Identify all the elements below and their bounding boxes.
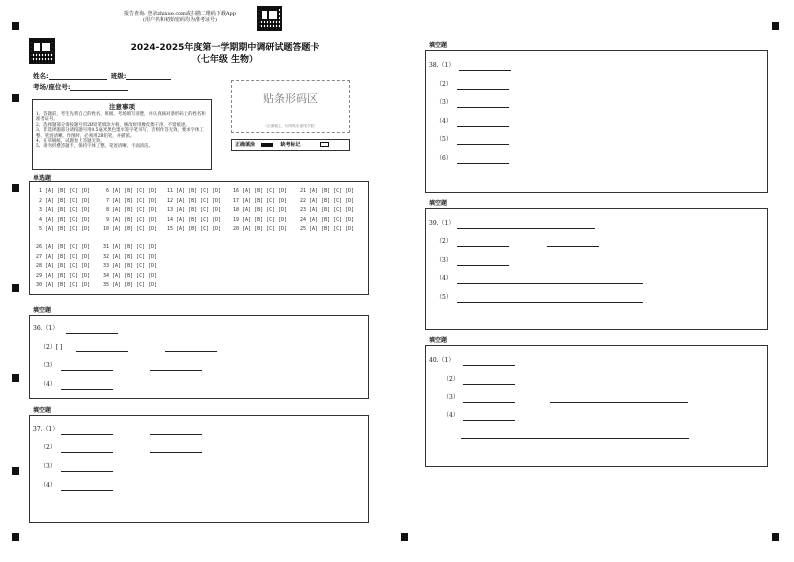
q37-row3-label: （3） <box>40 463 56 470</box>
q39-row2 <box>436 238 452 246</box>
exam-seat-label: 考场/座位号: <box>33 83 71 91</box>
timing-mark <box>12 467 19 475</box>
q36-1-blank[interactable] <box>66 333 118 334</box>
mc-question-17[interactable]: 17 [A] [B] [C] [D] <box>233 197 288 204</box>
q39-row5-label: （5） <box>436 294 452 301</box>
mc-question-7[interactable]: 7 [A] [B] [C] [D] <box>103 197 158 204</box>
mc-question-35[interactable]: 35 [A] [B] [C] [D] <box>103 282 158 289</box>
q39-row4-label: （4） <box>436 275 452 282</box>
q36-4-blank[interactable] <box>61 389 113 390</box>
notice-line: 2、选择题部分请按题号用2B铅笔填涂方框，修改时用橡皮擦干净，不留痕迹。 <box>36 122 190 128</box>
mc-question-3[interactable]: 3 [A] [B] [C] [D] <box>36 207 91 214</box>
report-notice <box>110 11 250 23</box>
mc-section-box <box>29 181 369 295</box>
mc-question-16[interactable]: 16 [A] [B] [C] [D] <box>233 188 288 194</box>
q37-1-blank-a[interactable] <box>61 434 113 435</box>
mc-question-34[interactable]: 34 [A] [B] [C] [D] <box>103 272 158 279</box>
q37-row1-label: （1） <box>42 426 59 433</box>
q37-2-blank-a[interactable] <box>61 452 113 453</box>
q38-row3-label: （3） <box>436 99 452 106</box>
q40-box <box>425 345 768 467</box>
q38-row5 <box>436 136 452 144</box>
q38-row1 <box>429 62 454 70</box>
q38-4-blank[interactable] <box>457 126 509 127</box>
q38-section-label: 填空题 <box>429 42 448 49</box>
correct-fill-label: 正确填涂 <box>235 142 256 148</box>
mc-question-13[interactable]: 13 [A] [B] [C] [D] <box>167 207 222 214</box>
report-notice-line1: 报告查询: 登录zhixue.com或扫描二维码下载App <box>124 11 236 17</box>
mc-grid <box>30 182 368 294</box>
timing-mark <box>12 374 19 382</box>
q39-row5 <box>436 294 452 302</box>
mc-question-18[interactable]: 18 [A] [B] [C] [D] <box>233 207 288 214</box>
q36-3-blank-b[interactable] <box>150 370 202 371</box>
q38-row4-label: （4） <box>436 118 452 125</box>
q38-row5-label: （5） <box>436 136 452 143</box>
mc-question-22[interactable]: 22 [A] [B] [C] [D] <box>300 197 355 204</box>
q38-row2 <box>436 81 452 89</box>
q39-2-blank-b[interactable] <box>547 246 599 247</box>
q39-4-blank[interactable] <box>457 283 643 284</box>
q38-6-blank[interactable] <box>457 163 509 164</box>
q40-1-blank[interactable] <box>463 365 515 366</box>
q37-section-label: 填空题 <box>33 407 52 414</box>
mc-question-19[interactable]: 19 [A] [B] [C] [D] <box>233 216 288 223</box>
q38-row4 <box>436 118 452 126</box>
mc-question-1[interactable]: 1 [A] [B] [C] [D] <box>36 188 91 194</box>
q36-row3 <box>40 362 56 370</box>
mc-question-15[interactable]: 15 [A] [B] [C] [D] <box>167 226 222 233</box>
timing-mark <box>12 94 19 102</box>
timing-mark <box>401 533 408 541</box>
q40-3-blank-b[interactable] <box>550 402 688 403</box>
q40-row2 <box>443 376 459 384</box>
q37-row1 <box>33 426 58 434</box>
barcode-label: 贴条形码区 <box>263 92 318 105</box>
q37-row2 <box>40 444 56 452</box>
q38-2-blank[interactable] <box>457 89 509 90</box>
mc-question-33[interactable]: 33 [A] [B] [C] [D] <box>103 263 158 270</box>
q39-row3-label: （3） <box>436 257 452 264</box>
q39-number: 39. <box>429 220 439 227</box>
q38-row6 <box>436 155 452 163</box>
mc-question-2[interactable]: 2 [A] [B] [C] [D] <box>36 197 91 204</box>
q40-row1 <box>429 357 454 365</box>
mc-question-6[interactable]: 6 [A] [B] [C] [D] <box>103 188 158 194</box>
q39-row1 <box>429 220 454 228</box>
q36-box <box>29 315 369 399</box>
q36-2-blank-b[interactable] <box>165 351 217 352</box>
q39-row2-label: （2） <box>436 238 452 245</box>
q40-2-blank[interactable] <box>463 384 515 385</box>
mc-question-32[interactable]: 32 [A] [B] [C] [D] <box>103 253 158 260</box>
notice-line: 1、答题前，考生先将自己的姓名、班级、考场填写清楚，并认真核对条形码上的姓名和准考证号。 <box>36 112 206 123</box>
q38-row1-label: （1） <box>438 62 455 69</box>
q37-row2-label: （2） <box>40 444 56 451</box>
notice-title: 注意事项 <box>109 103 135 111</box>
timing-mark <box>772 22 779 30</box>
q36-row2 <box>40 344 62 352</box>
mc-question-10[interactable]: 10 [A] [B] [C] [D] <box>103 226 158 233</box>
q36-row4-label: （4） <box>40 381 56 388</box>
class-field[interactable] <box>126 73 171 80</box>
class-label: 班级: <box>110 72 127 80</box>
q39-3-blank[interactable] <box>457 265 509 266</box>
timing-mark <box>12 22 19 30</box>
notice-line: 5、请勿折叠答题卡，保持字体工整、笔迹清晰、卡面清洁。 <box>36 144 153 150</box>
q39-box <box>425 208 768 330</box>
q38-3-blank[interactable] <box>457 107 509 108</box>
mc-question-27[interactable]: 27 [A] [B] [C] [D] <box>36 253 91 260</box>
mc-section-label: 单选题 <box>33 175 52 182</box>
mc-question-23[interactable]: 23 [A] [B] [C] [D] <box>300 207 355 214</box>
q40-4-blank-a[interactable] <box>463 420 515 421</box>
barcode-area <box>231 80 350 133</box>
q39-row3 <box>436 257 452 265</box>
mc-question-20[interactable]: 20 [A] [B] [C] [D] <box>233 226 288 233</box>
mc-question-9[interactable]: 9 [A] [B] [C] [D] <box>103 216 158 223</box>
q36-number: 36. <box>33 325 43 332</box>
missing-exam-checkbox[interactable] <box>320 142 329 147</box>
mc-question-21[interactable]: 21 [A] [B] [C] [D] <box>300 188 355 194</box>
q39-section-label: 填空题 <box>429 200 448 207</box>
q37-2-blank-b[interactable] <box>150 452 202 453</box>
q40-row4 <box>443 412 459 420</box>
q36-row1-label: （1） <box>42 325 59 332</box>
q40-row2-label: （2） <box>443 376 459 383</box>
q36-row3-label: （3） <box>40 362 56 369</box>
q40-3-blank-a[interactable] <box>463 402 515 403</box>
q37-4-blank[interactable] <box>61 490 113 491</box>
mc-question-5[interactable]: 5 [A] [B] [C] [D] <box>36 226 91 233</box>
q38-5-blank[interactable] <box>457 144 509 145</box>
name-field[interactable] <box>49 73 107 80</box>
q38-number: 38. <box>429 62 439 69</box>
q36-row2-label: （2）[ ] <box>40 344 63 351</box>
mc-question-29[interactable]: 29 [A] [B] [C] [D] <box>36 272 91 279</box>
q39-2-blank-a[interactable] <box>457 246 509 247</box>
fill-legend <box>231 139 350 151</box>
q38-row6-label: （6） <box>436 155 452 162</box>
mc-question-30[interactable]: 30 [A] [B] [C] [D] <box>36 282 91 289</box>
barcode-hint: （正面朝上，切勿贴出虚线方框） <box>263 124 318 128</box>
q36-row1 <box>33 325 58 333</box>
mc-question-8[interactable]: 8 [A] [B] [C] [D] <box>103 207 158 214</box>
missing-exam-label: 缺考标记 <box>280 142 301 148</box>
mc-question-11[interactable]: 11 [A] [B] [C] [D] <box>167 188 222 194</box>
student-name-row <box>33 71 171 80</box>
notice-line: 4、在草稿纸、试题卷上答题无效。 <box>36 139 105 145</box>
timing-mark <box>12 533 19 541</box>
app-qr-code <box>257 6 282 31</box>
mc-question-26[interactable]: 26 [A] [B] [C] [D] <box>36 244 91 250</box>
q40-row3-label: （3） <box>443 394 459 401</box>
q37-3-blank[interactable] <box>61 471 113 472</box>
q39-5-blank[interactable] <box>457 302 643 303</box>
q37-row3 <box>40 463 56 471</box>
q39-1-blank[interactable] <box>457 228 595 229</box>
q37-row4 <box>40 482 56 490</box>
mc-question-12[interactable]: 12 [A] [B] [C] [D] <box>167 197 222 204</box>
notice-line: 3、非选择题部分请按题号用0.5毫米黑色墨水签字笔书写，否则作答无效。要求字体工整、笔迹清晰。作图时，必须用2B铅笔，并描浓。 <box>36 128 204 139</box>
q36-2-blank-a[interactable] <box>76 351 128 352</box>
q37-number: 37. <box>33 426 43 433</box>
exam-seat-row <box>33 82 128 91</box>
sheet-qr-code <box>29 38 55 64</box>
q40-section-label: 填空题 <box>429 337 448 344</box>
q40-4-blank-b[interactable] <box>461 438 689 439</box>
timing-mark <box>12 184 19 192</box>
q39-row4 <box>436 275 452 283</box>
name-label: 姓名: <box>33 72 49 80</box>
timing-mark <box>12 284 19 292</box>
q36-3-blank-a[interactable] <box>61 370 113 371</box>
q40-number: 40. <box>429 357 439 364</box>
q40-row4-label: （4） <box>443 412 459 419</box>
q36-section-label: 填空题 <box>33 307 52 314</box>
notice-box <box>32 99 212 170</box>
q40-row3 <box>443 394 459 402</box>
page-subtitle: （七年级 生物） <box>191 55 259 65</box>
timing-mark <box>772 533 779 541</box>
mc-question-25[interactable]: 25 [A] [B] [C] [D] <box>300 226 355 233</box>
q37-1-blank-b[interactable] <box>150 434 202 435</box>
mc-question-14[interactable]: 14 [A] [B] [C] [D] <box>167 216 222 223</box>
q39-row1-label: （1） <box>438 220 455 227</box>
mc-question-4[interactable]: 4 [A] [B] [C] [D] <box>36 216 91 223</box>
report-notice-line2: (用户名和初始密码均为准考证号) <box>143 17 217 23</box>
mc-question-28[interactable]: 28 [A] [B] [C] [D] <box>36 263 91 270</box>
page-title: 2024-2025年度第一学期期中调研试题答题卡 <box>130 43 320 53</box>
q38-row2-label: （2） <box>436 81 452 88</box>
q37-box <box>29 415 369 523</box>
q36-row4 <box>40 381 56 389</box>
mc-question-31[interactable]: 31 [A] [B] [C] [D] <box>103 244 158 250</box>
q38-1-blank[interactable] <box>459 70 511 71</box>
correct-fill-sample <box>261 143 273 147</box>
exam-seat-field[interactable] <box>70 84 128 91</box>
q38-box <box>425 50 768 193</box>
q37-row4-label: （4） <box>40 482 56 489</box>
mc-question-24[interactable]: 24 [A] [B] [C] [D] <box>300 216 355 223</box>
q38-row3 <box>436 99 452 107</box>
q40-row1-label: （1） <box>438 357 455 364</box>
